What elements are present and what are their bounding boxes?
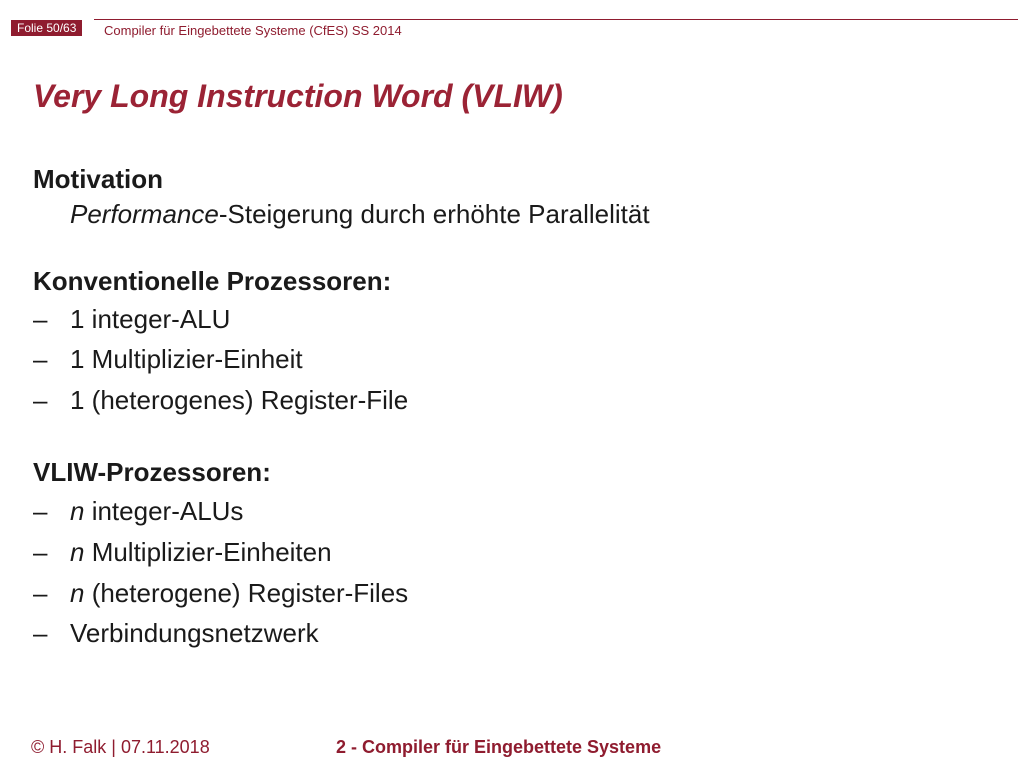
bullet-dash: – xyxy=(33,304,48,334)
vliw-item-text: Verbindungsnetzwerk xyxy=(70,618,319,648)
motivation-rest: -Steigerung durch erhöhte Parallelität xyxy=(218,199,650,229)
slide-title: Very Long Instruction Word (VLIW) xyxy=(33,78,563,114)
footer-lecture-title: 2 - Compiler für Eingebettete Systeme xyxy=(336,737,662,757)
vliw-item xyxy=(33,536,332,568)
vliw-item-text: integer-ALUs xyxy=(84,496,244,526)
footer-author-date: © H. Falk | 07.11.2018 xyxy=(31,737,210,757)
motivation-emphasis: Performance xyxy=(70,199,219,229)
vliw-item-variable: n xyxy=(70,578,85,608)
conventional-heading: Konventionelle Prozessoren: xyxy=(33,266,392,296)
vliw-item-text: Multiplizier-Einheiten xyxy=(84,537,332,567)
conventional-item xyxy=(33,303,230,335)
conventional-item-text: 1 Multiplizier-Einheit xyxy=(70,344,303,374)
bullet-dash: – xyxy=(33,537,48,567)
slide-number-badge: Folie 50/63 xyxy=(11,20,82,36)
motivation-text xyxy=(70,198,650,230)
bullet-dash: – xyxy=(33,578,48,608)
vliw-item-variable: n xyxy=(70,496,85,526)
vliw-item xyxy=(33,495,243,527)
vliw-item-variable: n xyxy=(70,537,85,567)
vliw-item xyxy=(33,617,319,649)
bullet-dash: – xyxy=(33,496,48,526)
conventional-item-text: 1 integer-ALU xyxy=(70,304,231,334)
vliw-item xyxy=(33,577,408,609)
conventional-item xyxy=(33,384,408,416)
bullet-dash: – xyxy=(33,618,48,648)
motivation-heading: Motivation xyxy=(33,164,163,194)
bullet-dash: – xyxy=(33,385,48,415)
vliw-heading: VLIW-Prozessoren: xyxy=(33,457,271,487)
header-rule xyxy=(94,19,1018,20)
conventional-item xyxy=(33,343,303,375)
bullet-dash: – xyxy=(33,344,48,374)
conventional-item-text: 1 (heterogenes) Register-File xyxy=(70,385,409,415)
vliw-item-text: (heterogene) Register-Files xyxy=(84,578,409,608)
course-title: Compiler für Eingebettete Systeme (CfES) SS 2014 xyxy=(104,23,402,38)
